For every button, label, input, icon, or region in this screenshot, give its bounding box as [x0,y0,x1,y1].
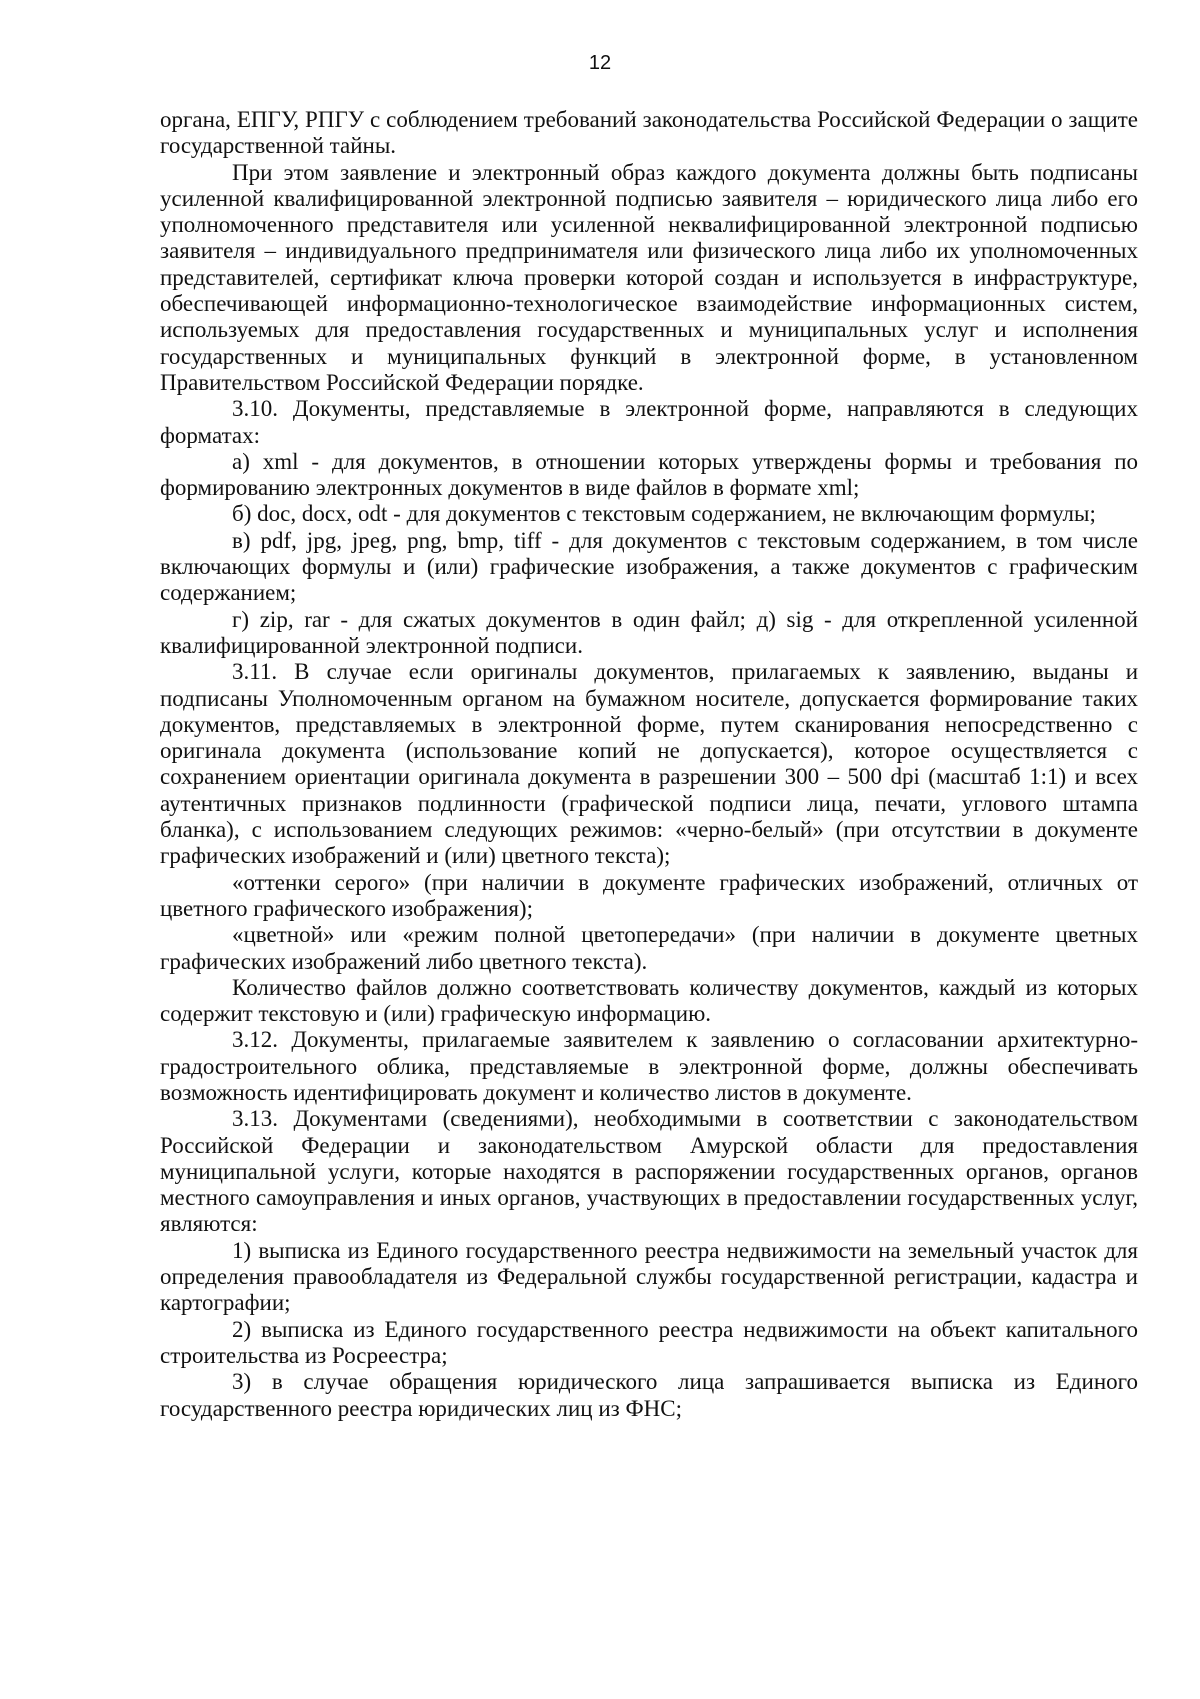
paragraph: 3.12. Документы, прилагаемые заявителем к заявлению о согласовании архитектурно-градостроительного облика, представляемые в электронной форме, должны обеспечивать возможность идентифицировать документ и количество листов в документе. [160,1027,1138,1105]
paragraph: «оттенки серого» (при наличии в документе графических изображений, отличных от цветного графического изображения); [160,869,1138,921]
paragraph: При этом заявление и электронный образ каждого документа должны быть подписаны усиленной квалифицированной электронной подписью заявителя – юридического лица либо его уполномоченного представителя или усиленной неквалифицированной электронной подписью заявителя – индивидуального предпринимателя или физического лица либо их уполномоченных представителей, сертификат ключа проверки которой создан и используется в инфраструктуре, обеспечивающей информационно-технологическое взаимодействие информационных систем, используемых для предоставления государственных и муниципальных услуг и исполнения государственных и муниципальных функций в электронной форме, в установленном Правительством Российской Федерации порядке. [160,159,1138,395]
paragraph: Количество файлов должно соответствовать количеству документов, каждый из которых содержит текстовую и (или) графическую информацию. [160,974,1138,1027]
paragraph: в) pdf, jpg, jpeg, png, bmp, tiff - для документов с текстовым содержанием, в том числе включающих формулы и (или) графические изображения, а также документов с графическим содержанием; [160,527,1138,606]
paragraph: г) zip, rar - для сжатых документов в один файл; д) sig - для открепленной усиленной квалифицированной электронной подписи. [160,606,1138,658]
paragraph: б) doc, docx, odt - для документов с текстовым содержанием, не включающим формулы; [232,501,1096,527]
document-body [160,107,1138,1422]
paragraph: 3.13. Документами (сведениями), необходимыми в соответствии с законодательством Российской Федерации и законодательством Амурской области для предоставления муниципальной услуги, которые находятся в распоряжении государственных органов, органов местного самоуправления и иных органов, участвующих в предоставлении государственных услуг, являются: [160,1106,1138,1237]
paragraph: 3.11. В случае если оригиналы документов, прилагаемых к заявлению, выданы и подписаны Уполномоченным органом на бумажном носителе, допускается формирование таких документов, представляемых в электронной форме, путем сканирования непосредственно с оригинала документа (использование копий не допускается), которое осуществляется с сохранением ориентации оригинала документа в разрешении 300 – 500 dpi (масштаб 1:1) и всех аутентичных признаков подлинности (графической подписи лица, печати, углового штампа бланка), с использованием следующих режимов: «черно-белый» (при отсутствии в документе графических изображений и (или) цветного текста); [160,659,1138,869]
paragraph: органа, ЕПГУ, РПГУ с соблюдением требований законодательства Российской Федерации о защите государственной тайны. [160,107,1138,159]
paragraph: 3.10. Документы, представляемые в электронной форме, направляются в следующих форматах: [160,396,1138,448]
paragraph: «цветной» или «режим полной цветопередачи» (при наличии в документе цветных графических изображений либо цветного текста). [160,922,1138,974]
page-number: 12 [588,52,612,74]
paragraph: а) xml - для документов, в отношении которых утверждены формы и требования по формированию электронных документов в виде файлов в формате xml; [160,448,1138,501]
paragraph: 1) выписка из Единого государственного реестра недвижимости на земельный участок для определения правообладателя из Федеральной службы государственной регистрации, кадастра и картографии; [160,1237,1138,1316]
paragraph: 3) в случае обращения юридического лица запрашивается выписка из Единого государственного реестра юридических лиц из ФНС; [160,1369,1138,1421]
paragraph: 2) выписка из Единого государственного реестра недвижимости на объект капитального строительства из Росреестра; [160,1316,1138,1368]
